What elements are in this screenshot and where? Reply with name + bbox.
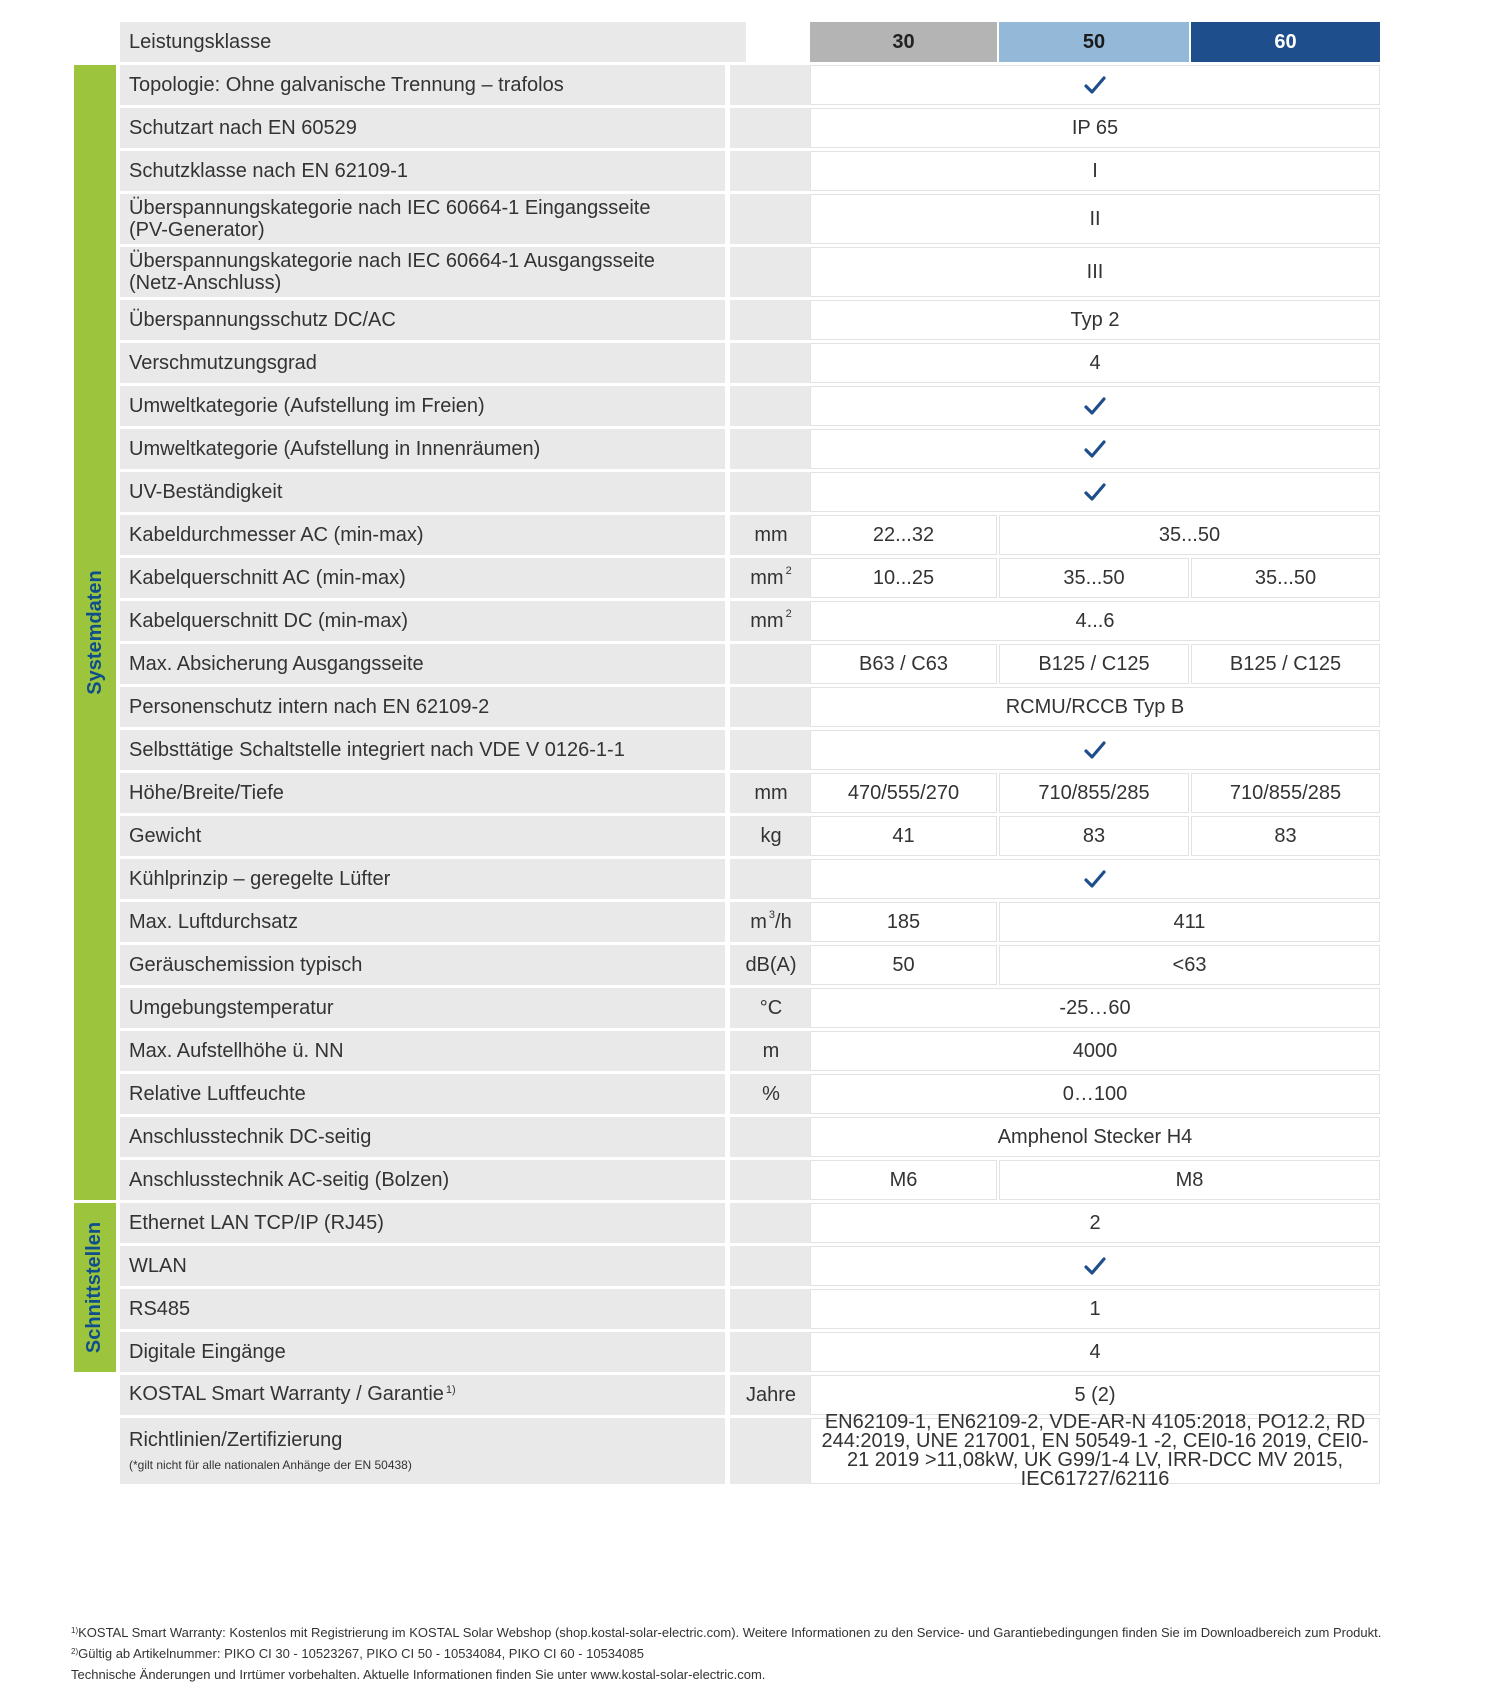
spec-row xyxy=(120,945,1430,985)
row-unit xyxy=(730,945,812,985)
row-unit xyxy=(730,151,812,191)
value-text: 4 xyxy=(1089,1340,1101,1363)
row-label xyxy=(120,151,725,191)
row-label-text: WLAN xyxy=(129,1255,187,1277)
row-unit xyxy=(730,1418,812,1484)
value-cell xyxy=(810,247,1380,297)
row-unit xyxy=(730,1031,812,1071)
footnote-ref: 1) xyxy=(445,1383,456,1396)
footnote-text: KOSTAL Smart Warranty: Kostenlos mit Registrierung im KOSTAL Solar Webshop (shop.kostal-solar-electric.com). Weitere Informationen zu den Service- und Garantiebedingungen finden Sie im Downloadbereich zum Produkt. xyxy=(78,1625,1382,1640)
row-label xyxy=(120,730,725,770)
footnote-mark: 1) xyxy=(71,1626,79,1635)
value-cell xyxy=(810,773,997,813)
value-cell xyxy=(810,343,1380,383)
value-cell xyxy=(1191,558,1380,598)
row-unit xyxy=(730,515,812,555)
row-label xyxy=(120,1418,725,1484)
row-label-note: (*gilt nicht für alle nationalen Anhänge der EN 50438) xyxy=(129,1458,412,1472)
check-icon xyxy=(1084,740,1106,760)
value-cell xyxy=(999,945,1380,985)
spec-row xyxy=(120,1289,1430,1329)
row-label xyxy=(120,515,725,555)
value-text: M8 xyxy=(1175,1168,1204,1191)
row-unit xyxy=(730,300,812,340)
row-unit xyxy=(730,1375,812,1415)
value-cell xyxy=(810,859,1380,899)
spec-row xyxy=(120,1203,1430,1243)
spec-row xyxy=(120,1375,1430,1415)
row-unit-sup: 2 xyxy=(785,608,792,620)
row-label xyxy=(120,945,725,985)
row-label xyxy=(120,1074,725,1114)
row-label xyxy=(120,1203,725,1243)
value-cell xyxy=(810,1332,1380,1372)
row-label xyxy=(120,65,725,105)
row-label-text: Personenschutz intern nach EN 62109-2 xyxy=(129,696,490,718)
row-unit xyxy=(730,859,812,899)
value-cell xyxy=(810,945,997,985)
row-unit xyxy=(730,1117,812,1157)
row-label xyxy=(120,343,725,383)
row-unit xyxy=(730,65,812,105)
row-label-text: Überspannungsschutz DC/AC xyxy=(129,309,396,331)
row-unit xyxy=(730,343,812,383)
spec-row xyxy=(120,687,1430,727)
spec-row xyxy=(120,65,1430,105)
spec-row xyxy=(120,300,1430,340)
row-label xyxy=(120,558,725,598)
row-label xyxy=(120,644,725,684)
value-cell xyxy=(810,1375,1380,1415)
row-unit xyxy=(730,1246,812,1286)
spec-row xyxy=(120,601,1430,641)
class-header-30: 30 xyxy=(810,22,997,62)
row-label xyxy=(120,429,725,469)
row-label-text: Höhe/Breite/Tiefe xyxy=(129,782,284,804)
value-cell xyxy=(1191,644,1380,684)
spec-row xyxy=(120,108,1430,148)
row-unit-text: m xyxy=(762,1039,780,1062)
row-label-text: Max. Luftdurchsatz xyxy=(129,911,298,933)
row-label-text-line2: (Netz-Anschluss) xyxy=(129,272,282,294)
value-cell xyxy=(999,816,1189,856)
row-label-text: Umweltkategorie (Aufstellung im Freien) xyxy=(129,395,485,417)
value-text: B125 / C125 xyxy=(1229,652,1342,675)
row-label xyxy=(120,988,725,1028)
footnote-text: Technische Änderungen und Irrtümer vorbehalten. Aktuelle Informationen finden Sie unter www.kostal-solar-electric.com. xyxy=(71,1667,766,1682)
value-cell xyxy=(999,515,1380,555)
row-label-text: Überspannungskategorie nach IEC 60664-1 Eingangsseite xyxy=(129,197,651,219)
row-label-text: Kühlprinzip – geregelte Lüfter xyxy=(129,868,391,890)
value-text: 411 xyxy=(1173,910,1206,933)
row-unit xyxy=(730,1289,812,1329)
row-unit-text: mm xyxy=(750,609,784,632)
row-label xyxy=(120,108,725,148)
value-cell xyxy=(810,558,997,598)
row-label xyxy=(120,1160,725,1200)
section-label-systemdaten xyxy=(74,65,116,1200)
value-cell xyxy=(810,644,997,684)
row-unit-text: mm xyxy=(754,781,788,804)
row-unit-text: % xyxy=(762,1082,780,1105)
value-text: 83 xyxy=(1274,824,1297,847)
row-unit xyxy=(730,816,812,856)
section-label-text: Schnittstellen xyxy=(83,1221,106,1354)
row-unit xyxy=(730,194,812,244)
row-label-text: Kabelquerschnitt AC (min-max) xyxy=(129,567,406,589)
value-text: III xyxy=(1086,260,1104,283)
spec-row xyxy=(120,343,1430,383)
row-unit xyxy=(730,601,812,641)
value-text: Amphenol Stecker H4 xyxy=(997,1125,1193,1148)
row-unit xyxy=(730,773,812,813)
row-unit xyxy=(730,730,812,770)
row-label xyxy=(120,1117,725,1157)
row-label-text: Anschlusstechnik DC-seitig xyxy=(129,1126,372,1148)
value-text: 35...50 xyxy=(1063,566,1125,589)
row-label-text: Max. Absicherung Ausgangsseite xyxy=(129,653,424,675)
value-cell xyxy=(999,1160,1380,1200)
row-label xyxy=(120,601,725,641)
value-cell xyxy=(810,65,1380,105)
value-text: IP 65 xyxy=(1071,116,1119,139)
value-cell xyxy=(810,386,1380,426)
value-text: 4 xyxy=(1089,351,1101,374)
value-cell xyxy=(810,988,1380,1028)
row-label xyxy=(120,386,725,426)
spec-row xyxy=(120,558,1430,598)
row-unit xyxy=(730,1074,812,1114)
spec-row xyxy=(120,902,1430,942)
value-cell xyxy=(810,816,997,856)
value-text: 5 (2) xyxy=(1074,1383,1116,1406)
row-label-text: Selbsttätige Schaltstelle integriert nach VDE V 0126-1-1 xyxy=(129,739,625,761)
value-cell xyxy=(999,773,1189,813)
value-cell xyxy=(810,1203,1380,1243)
value-text: 4000 xyxy=(1072,1039,1118,1062)
spec-row xyxy=(120,151,1430,191)
spec-row xyxy=(120,515,1430,555)
value-cell xyxy=(1191,816,1380,856)
value-cell xyxy=(810,730,1380,770)
row-unit xyxy=(730,108,812,148)
value-cell xyxy=(810,300,1380,340)
header-label xyxy=(120,22,746,62)
value-text: 2 xyxy=(1089,1211,1101,1234)
value-text: 1 xyxy=(1089,1297,1101,1320)
row-label xyxy=(120,1375,725,1415)
row-label xyxy=(120,247,725,297)
value-cell xyxy=(810,472,1380,512)
row-unit xyxy=(730,429,812,469)
row-label xyxy=(120,816,725,856)
footnote xyxy=(71,1646,644,1661)
spec-row xyxy=(120,194,1430,244)
value-text: -25…60 xyxy=(1059,996,1131,1019)
spec-row xyxy=(120,1074,1430,1114)
check-icon xyxy=(1084,482,1106,502)
spec-row xyxy=(120,988,1430,1028)
row-label xyxy=(120,472,725,512)
header-label-text: Leistungsklasse xyxy=(129,31,272,53)
value-text: <63 xyxy=(1172,953,1207,976)
row-label-text: Kabelquerschnitt DC (min-max) xyxy=(129,610,408,632)
row-label-text: Topologie: Ohne galvanische Trennung – trafolos xyxy=(129,74,564,96)
spec-row xyxy=(120,1246,1430,1286)
value-cell xyxy=(810,1031,1380,1071)
row-label xyxy=(120,1289,725,1329)
value-text: I xyxy=(1092,159,1098,182)
footnote-mark: 2) xyxy=(71,1647,79,1656)
value-text: 10...25 xyxy=(872,566,935,589)
value-cell xyxy=(810,601,1380,641)
row-unit-text: °C xyxy=(759,996,783,1019)
value-cell xyxy=(810,1246,1380,1286)
row-label-text: Max. Aufstellhöhe ü. NN xyxy=(129,1040,344,1062)
spec-row xyxy=(120,816,1430,856)
row-label-line xyxy=(129,1383,725,1408)
value-text: Typ 2 xyxy=(1070,308,1120,331)
value-cell xyxy=(999,644,1189,684)
spec-row xyxy=(120,1117,1430,1157)
spec-row xyxy=(120,644,1430,684)
row-unit-suffix: /h xyxy=(775,910,792,933)
row-label xyxy=(120,1332,725,1372)
row-label xyxy=(120,300,725,340)
spec-row xyxy=(120,386,1430,426)
row-label-text: Geräuschemission typisch xyxy=(129,954,363,976)
row-unit xyxy=(730,902,812,942)
row-label xyxy=(120,859,725,899)
row-label-text: UV-Beständigkeit xyxy=(129,481,283,503)
row-label xyxy=(120,687,725,727)
value-text: 4...6 xyxy=(1075,609,1115,632)
row-unit-sup: 2 xyxy=(785,565,792,577)
row-label xyxy=(120,1246,725,1286)
value-cell xyxy=(999,558,1189,598)
row-unit-text: Jahre xyxy=(745,1383,797,1406)
row-unit xyxy=(730,247,812,297)
row-label-text: Richtlinien/Zertifizierung xyxy=(129,1429,343,1451)
check-icon xyxy=(1084,75,1106,95)
section-label-schnittstellen xyxy=(74,1203,116,1372)
row-unit-text: mm xyxy=(750,566,784,589)
value-cell xyxy=(810,1117,1380,1157)
class-header-60: 60 xyxy=(1191,22,1380,62)
row-unit-text: m xyxy=(750,910,767,933)
value-cell xyxy=(1191,773,1380,813)
spec-row xyxy=(120,1031,1430,1071)
spec-row xyxy=(120,1411,1430,1490)
value-cell xyxy=(810,902,997,942)
footnote xyxy=(71,1625,1381,1640)
spec-row xyxy=(120,247,1430,297)
value-text: RCMU/RCCB Typ B xyxy=(1005,695,1185,718)
value-cell xyxy=(810,1074,1380,1114)
check-icon xyxy=(1084,396,1106,416)
check-icon xyxy=(1084,1256,1106,1276)
spec-row xyxy=(120,730,1430,770)
value-cell xyxy=(810,151,1380,191)
value-text: B63 / C63 xyxy=(859,652,948,675)
row-label-text: Relative Luftfeuchte xyxy=(129,1083,306,1105)
row-label-text: Kabeldurchmesser AC (min-max) xyxy=(129,524,424,546)
class-header-50: 50 xyxy=(999,22,1189,62)
row-unit xyxy=(730,472,812,512)
row-label xyxy=(120,773,725,813)
footnote xyxy=(71,1667,765,1682)
value-cell xyxy=(810,687,1380,727)
value-cell xyxy=(810,194,1380,244)
row-label-text: Umweltkategorie (Aufstellung in Innenräumen) xyxy=(129,438,541,460)
row-unit xyxy=(730,386,812,426)
spec-row xyxy=(120,1332,1430,1372)
row-label xyxy=(120,194,725,244)
value-text: 35...50 xyxy=(1254,566,1317,589)
row-label-text: Ethernet LAN TCP/IP (RJ45) xyxy=(129,1212,384,1234)
value-text: M6 xyxy=(889,1168,918,1191)
row-label-text: Umgebungstemperatur xyxy=(129,997,334,1019)
value-text: 710/855/285 xyxy=(1038,781,1150,804)
value-text: 35...50 xyxy=(1158,523,1221,546)
value-text: B125 / C125 xyxy=(1038,652,1150,675)
row-label-text: Gewicht xyxy=(129,825,202,847)
value-text: 83 xyxy=(1082,824,1106,847)
row-unit xyxy=(730,1160,812,1200)
section-label-text: Systemdaten xyxy=(83,570,106,695)
value-text: 22...32 xyxy=(872,523,935,546)
row-label-text: Digitale Eingänge xyxy=(129,1341,286,1363)
row-unit xyxy=(730,1203,812,1243)
check-icon xyxy=(1084,439,1106,459)
value-text: 470/555/270 xyxy=(847,781,960,804)
value-text: 50 xyxy=(892,953,915,976)
value-text: 0…100 xyxy=(1062,1082,1128,1105)
row-label-text-line2: (PV-Generator) xyxy=(129,219,265,241)
row-unit-text: mm xyxy=(754,523,788,546)
row-label-text: Schutzart nach EN 60529 xyxy=(129,117,357,139)
value-text: EN62109-1, EN62109-2, VDE-AR-N 4105:2018, PO12.2, RD 244:2019, UNE 217001, EN 50549-1 -2, CEI0-16 2019, CEI0-21 2019 >11,08kW, UK G99/1-4 LV, IRR-DCC MV 2015, IEC61727/62116 xyxy=(821,1411,1369,1490)
spec-row xyxy=(120,429,1430,469)
row-unit-sup: 3 xyxy=(768,909,776,921)
value-cell xyxy=(810,1411,1380,1490)
check-icon xyxy=(1084,869,1106,889)
row-label-text: Schutzklasse nach EN 62109-1 xyxy=(129,160,409,182)
value-text: 710/855/285 xyxy=(1229,781,1342,804)
row-unit xyxy=(730,1332,812,1372)
value-cell xyxy=(810,108,1380,148)
row-unit xyxy=(730,988,812,1028)
value-text: II xyxy=(1089,207,1101,230)
value-cell xyxy=(810,429,1380,469)
row-label xyxy=(120,902,725,942)
spec-row xyxy=(120,1160,1430,1200)
row-label-text: KOSTAL Smart Warranty / Garantie xyxy=(129,1382,444,1405)
footnote-text: Gültig ab Artikelnummer: PIKO CI 30 - 10523267, PIKO CI 50 - 10534084, PIKO CI 60 - 10534085 xyxy=(78,1646,644,1661)
row-label-text: RS485 xyxy=(129,1298,191,1320)
spec-row xyxy=(120,472,1430,512)
row-unit-text: kg xyxy=(760,824,782,847)
value-cell xyxy=(810,1160,997,1200)
value-cell xyxy=(999,902,1380,942)
row-unit xyxy=(730,644,812,684)
header-row xyxy=(120,22,1430,62)
value-cell xyxy=(810,1289,1380,1329)
value-cell xyxy=(810,515,997,555)
spec-row xyxy=(120,773,1430,813)
row-label-text: Überspannungskategorie nach IEC 60664-1 Ausgangsseite xyxy=(129,250,655,272)
value-text: 185 xyxy=(886,910,921,933)
row-label xyxy=(120,1031,725,1071)
row-label-text: Anschlusstechnik AC-seitig (Bolzen) xyxy=(129,1169,450,1191)
row-unit xyxy=(730,687,812,727)
row-unit xyxy=(730,558,812,598)
row-unit-text: dB(A) xyxy=(745,953,797,976)
row-label-text: Verschmutzungsgrad xyxy=(129,352,317,374)
value-text: 41 xyxy=(892,824,915,847)
spec-row xyxy=(120,859,1430,899)
